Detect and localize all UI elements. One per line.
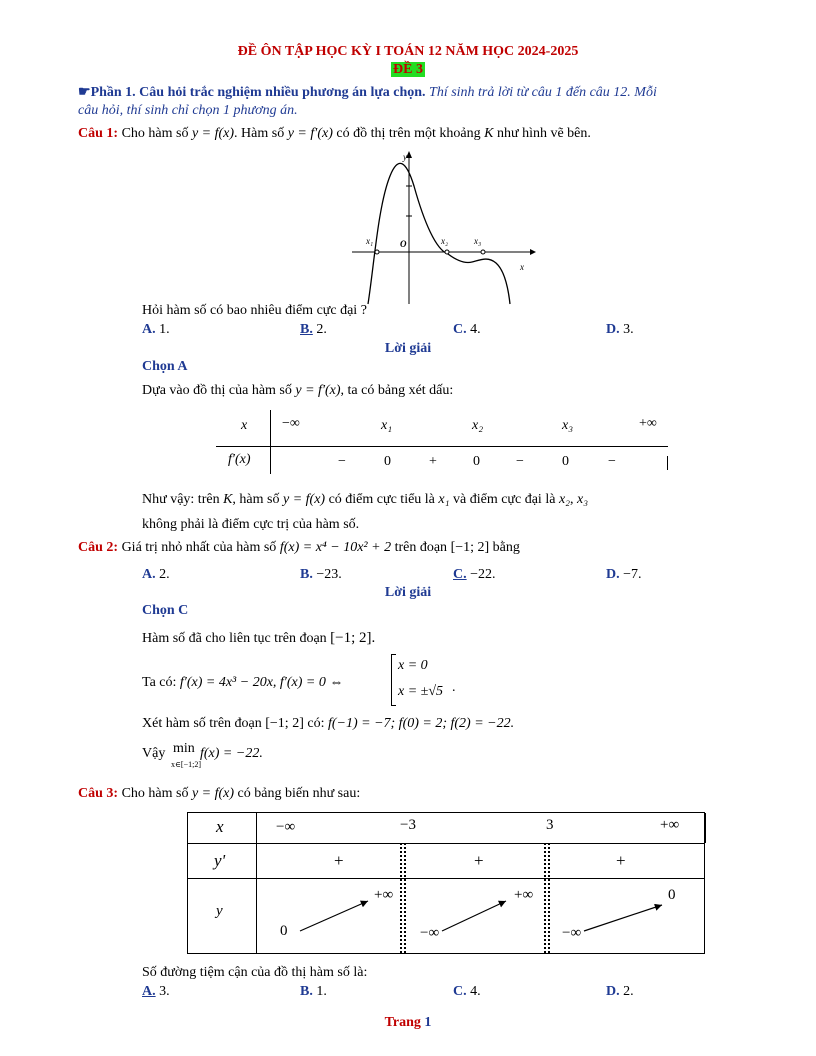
increase-arrow: [584, 905, 662, 931]
q1-option-d[interactable]: [606, 322, 634, 338]
graph-x-label: x: [520, 262, 524, 272]
q2-choose: Chọn C: [142, 603, 189, 618]
q1-option-a[interactable]: [142, 322, 170, 338]
q1-f2: y = f′(x): [287, 126, 333, 141]
q2-min-value: f(x) = −22.: [200, 746, 263, 761]
q2-option-c[interactable]: [453, 567, 496, 583]
part1-heading-line: [78, 84, 657, 101]
sign-x-label: x: [241, 418, 248, 433]
q2-sol-line3: [142, 716, 514, 732]
q3-label: Câu 3:: [78, 786, 119, 801]
x-axis-arrow: [530, 249, 536, 255]
point-x1: [375, 250, 379, 254]
q3-option-b[interactable]: [300, 984, 327, 1000]
q2-stem: [78, 540, 520, 556]
sign-fprime-label: f′(x): [228, 452, 251, 467]
q2-option-a[interactable]: [142, 567, 170, 583]
page-number: 1: [424, 1015, 432, 1030]
sign-x-value: −∞: [282, 416, 300, 431]
graph-x1-label: x₁: [366, 236, 374, 246]
q2-text: Giá trị nhỏ nhất của hàm số: [121, 540, 277, 555]
option-text: 3.: [623, 322, 634, 337]
sign-x-value: x₃: [562, 418, 574, 433]
sign-table-end: [667, 456, 668, 470]
sign-x-value: x₁: [381, 418, 393, 433]
q2-sol-line2: [142, 675, 343, 691]
q2-option-d[interactable]: [606, 567, 642, 583]
sol-text: Ta có:: [142, 675, 177, 690]
conc-comma: ,: [570, 492, 574, 507]
graph-y-label: y: [403, 152, 407, 162]
q1-option-c[interactable]: [453, 322, 481, 338]
vt-y-value: +∞: [374, 887, 394, 903]
sol-text: , ta có bảng xét dấu:: [340, 383, 454, 398]
conc-x3: x₃: [577, 492, 589, 507]
q1-conclusion-2: không phải là điểm cực trị của hàm số.: [142, 517, 360, 532]
q3-function: y = f(x): [191, 786, 235, 801]
q1-text-d: như hình vẽ bên.: [496, 126, 591, 141]
sign-table-hline: [216, 446, 668, 447]
sign-value: −: [608, 454, 616, 469]
q2-option-b[interactable]: [300, 567, 342, 583]
option-text: 4.: [470, 322, 481, 337]
q1-option-b[interactable]: [300, 322, 327, 338]
q3-question: Số đường tiệm cận của đồ thị hàm số là:: [142, 965, 368, 980]
q2-system-2: x = ±√5: [398, 684, 444, 699]
conc-text: Như vậy: trên: [142, 492, 220, 507]
q2-system-1: x = 0: [398, 658, 428, 673]
exam-number-badge: ĐỀ 3: [393, 62, 423, 77]
option-letter: B.: [300, 567, 313, 582]
q2-text: trên đoạn: [394, 540, 448, 555]
sign-value: +: [429, 454, 437, 469]
option-letter: D.: [606, 567, 620, 582]
option-letter: C.: [453, 567, 467, 582]
q2-text: bằng: [492, 540, 520, 555]
increase-arrow: [300, 901, 368, 931]
q1-stem: [78, 126, 591, 142]
q2-interval: [−1; 2]: [450, 540, 490, 555]
q1-k: K: [484, 126, 494, 141]
vt-sign: +: [474, 851, 484, 870]
q1-label: Câu 1:: [78, 126, 119, 141]
page-footer: [0, 1015, 816, 1031]
option-letter: B.: [300, 984, 313, 999]
vt-sign: +: [334, 851, 344, 870]
sign-x-value: +∞: [639, 416, 657, 431]
q1-solution-line: [142, 383, 453, 399]
sign-value: 0: [562, 454, 569, 469]
vt-sign: +: [616, 851, 626, 870]
vt-x-value: 3: [546, 817, 554, 833]
option-text: 2.: [316, 322, 327, 337]
vt-x-value: +∞: [660, 817, 680, 833]
q2-system-dot: .: [452, 680, 456, 695]
option-letter: A.: [142, 567, 156, 582]
variation-table: [187, 812, 705, 954]
q3-stem: [78, 786, 360, 802]
q3-option-a[interactable]: [142, 984, 170, 1000]
sign-value: −: [516, 454, 524, 469]
page-title: ĐỀ ÔN TẬP HỌC KỲ I TOÁN 12 NĂM HỌC 2024-2025: [237, 44, 579, 59]
conc-text: và điểm cực đại là: [453, 492, 556, 507]
vt-arrows: [188, 813, 704, 953]
sol-interval: [−1; 2]: [265, 716, 304, 731]
system-bracket: [391, 654, 396, 706]
option-text: 4.: [470, 984, 481, 999]
option-letter: A.: [142, 984, 156, 999]
derivative-graph: [340, 146, 540, 306]
q1-conclusion-1: [142, 492, 588, 508]
option-text: −22.: [470, 567, 496, 582]
option-text: 1.: [316, 984, 327, 999]
sign-value: 0: [384, 454, 391, 469]
point-x2: [445, 250, 449, 254]
conc-text: , hàm số: [232, 492, 280, 507]
sign-value: −: [338, 454, 346, 469]
q1-text-c: có đồ thị trên một khoảng: [336, 126, 481, 141]
hand-pointer-icon: ☛: [78, 85, 91, 100]
sol-interval: [−1; 2].: [330, 630, 376, 646]
vt-y-value: −∞: [562, 925, 582, 941]
option-letter: B.: [300, 322, 313, 337]
q1-text-b: . Hàm số: [234, 126, 285, 141]
conc-x2: x₂: [558, 492, 571, 507]
graph-x2-label: x₂: [441, 236, 449, 246]
sign-value: 0: [473, 454, 480, 469]
option-letter: C.: [453, 984, 467, 999]
sol-f: y = f′(x): [295, 383, 341, 398]
q3-option-d[interactable]: [606, 984, 634, 1000]
conc-text: có điểm cực tiểu là: [328, 492, 435, 507]
q1-f1: y = f(x): [191, 126, 235, 141]
q2-solution-title: Lời giải: [384, 585, 432, 600]
q3-option-c[interactable]: [453, 984, 481, 1000]
vt-y-label: y: [216, 903, 223, 919]
sol-text: có:: [307, 716, 325, 731]
part1-note-2: câu hỏi, thí sinh chỉ chọn 1 phương án.: [78, 103, 298, 118]
vt-border-right: [704, 813, 706, 843]
vt-y-value: +∞: [514, 887, 534, 903]
conc-f: y = f(x): [282, 492, 326, 507]
graph-x3-label: x₃: [474, 236, 482, 246]
sol-equation: f′(x) = 4x³ − 20x, f′(x) = 0 ⇔: [179, 675, 344, 690]
exam-number: [0, 62, 816, 78]
conc-x1: x₁: [438, 492, 450, 507]
q2-sol-line1: [142, 630, 375, 647]
q1-choose: Chọn A: [142, 359, 188, 374]
sol-text: Hàm số đã cho liên tục trên đoạn: [142, 631, 327, 646]
sol-values: f(−1) = −7; f(0) = 2; f(2) = −22.: [327, 716, 515, 731]
q2-min: min: [173, 741, 195, 756]
q2-function: f(x) = x⁴ − 10x² + 2: [279, 540, 392, 555]
vt-x-value: −3: [400, 817, 416, 833]
q1-text-a: Cho hàm số: [121, 126, 189, 141]
sol-text: Xét hàm số trên đoạn: [142, 716, 262, 731]
increase-arrow: [442, 901, 506, 931]
part1-note-1: Thí sinh trả lời từ câu 1 đến câu 12. Mỗi: [429, 85, 657, 100]
sol-text: Vậy: [142, 746, 166, 761]
sol-text: Dựa vào đồ thị của hàm số: [142, 383, 292, 398]
q1-solution-title: Lời giải: [384, 341, 432, 356]
option-text: 1.: [159, 322, 170, 337]
vt-y-value: 0: [668, 887, 676, 903]
q1-question: Hỏi hàm số có bao nhiêu điểm cực đại ?: [142, 303, 367, 318]
graph-origin-label: O: [400, 239, 407, 249]
q2-label: Câu 2:: [78, 540, 119, 555]
conc-k: K: [223, 492, 233, 507]
vt-yprime-label: y': [214, 851, 226, 870]
option-letter: A.: [142, 322, 156, 337]
sign-x-value: x₂: [472, 418, 484, 433]
derivative-curve: [368, 163, 510, 304]
option-text: 2.: [623, 984, 634, 999]
option-letter: C.: [453, 322, 467, 337]
sign-table: [216, 410, 668, 474]
vt-x-label: x: [216, 817, 224, 836]
option-letter: D.: [606, 322, 620, 337]
option-text: −7.: [623, 567, 642, 582]
q2-sol-line4: [142, 746, 165, 762]
vt-y-value: 0: [280, 923, 288, 939]
option-text: 3.: [159, 984, 170, 999]
part1-heading: Phần 1. Câu hỏi trắc nghiệm nhiều phương án lựa chọn.: [90, 85, 426, 100]
sign-table-vline: [270, 410, 271, 474]
option-text: −23.: [316, 567, 342, 582]
point-x3: [481, 250, 485, 254]
q3-text: có bảng biến như sau:: [237, 786, 361, 801]
vt-y-value: −∞: [420, 925, 440, 941]
vt-x-value: −∞: [276, 819, 296, 835]
option-text: 2.: [159, 567, 170, 582]
option-letter: D.: [606, 984, 620, 999]
q2-min-sub: x∈[−1;2]: [171, 760, 201, 769]
page-label: Trang: [384, 1015, 421, 1030]
q3-text: Cho hàm số: [121, 786, 189, 801]
